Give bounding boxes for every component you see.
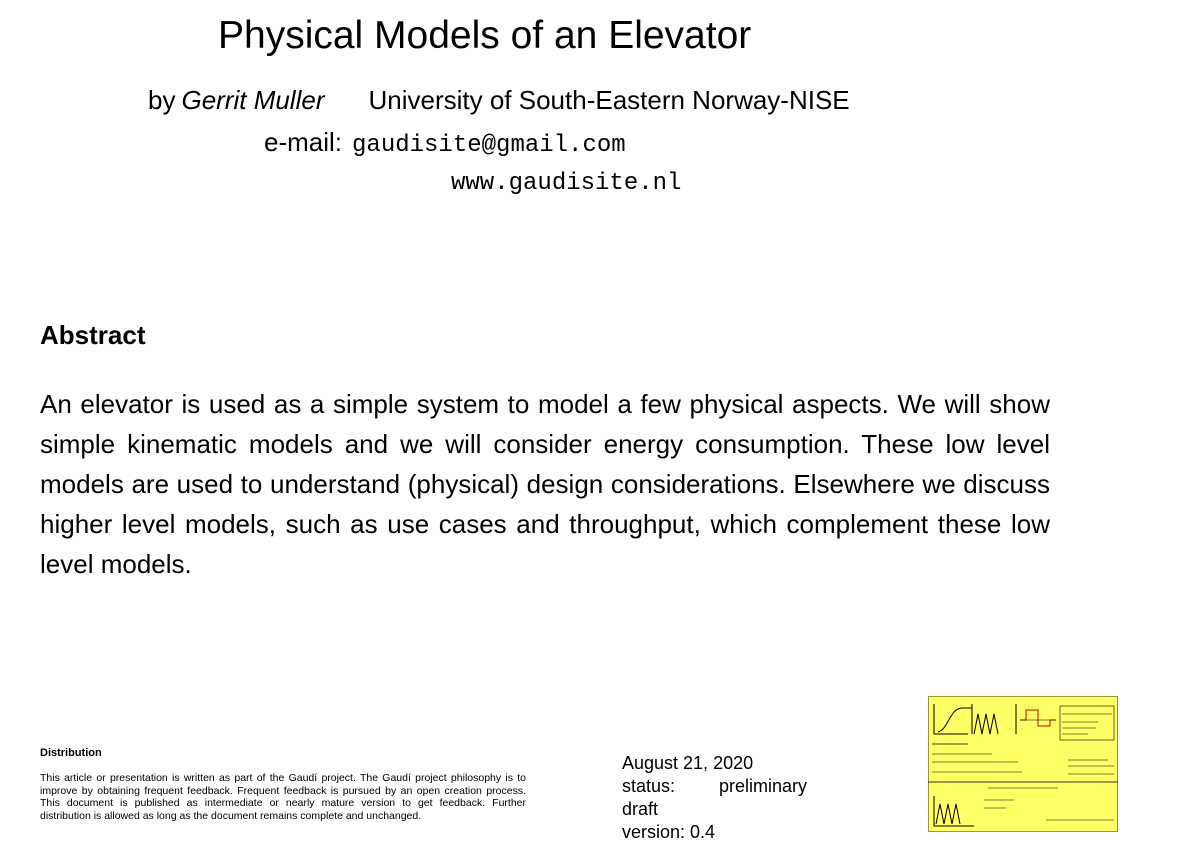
- distribution-body: This article or presentation is written as part of the Gaudí project. The Gaudí project philosophy is to improve by obtaining frequent feedback. Frequent feedback is pursued by an open creation process. This document is published as intermediate or nearly mature version to get feedback. Further distribution is allowed as long as the document remains complete and unchanged.: [40, 772, 526, 822]
- status-row: [622, 775, 807, 798]
- email-row: [264, 127, 626, 159]
- status-label: status:: [622, 776, 676, 796]
- cover-thumbnail-image: [928, 696, 1118, 832]
- website-link[interactable]: www.gaudisite.nl: [451, 170, 682, 197]
- abstract-heading: Abstract: [40, 320, 146, 350]
- email-label: e-mail:: [264, 127, 343, 157]
- status-value: preliminary: [719, 776, 808, 796]
- document-date: August 21, 2020: [622, 753, 754, 773]
- distribution-heading: Distribution: [40, 747, 102, 759]
- document-meta: [622, 752, 807, 844]
- paper-title: Physical Models of an Elevator: [218, 14, 752, 57]
- byline: [148, 85, 850, 116]
- affiliation: University of South-Eastern Norway-NISE: [368, 85, 850, 115]
- abstract-body: An elevator is used as a simple system to model a few physical aspects. We will show simple kinematic models and we will consider energy consumption. These low level models are used to understand (physical) design considerations. Elsewhere we discuss higher level models, such as use cases and throughput, which complement these low level models.: [40, 389, 1050, 579]
- by-prefix: by: [148, 85, 176, 115]
- status-value-continued: draft: [622, 799, 659, 819]
- document-version: version: 0.4: [622, 822, 716, 842]
- email-address[interactable]: gaudisite@gmail.com: [352, 132, 626, 159]
- author-name: Gerrit Muller: [181, 85, 325, 115]
